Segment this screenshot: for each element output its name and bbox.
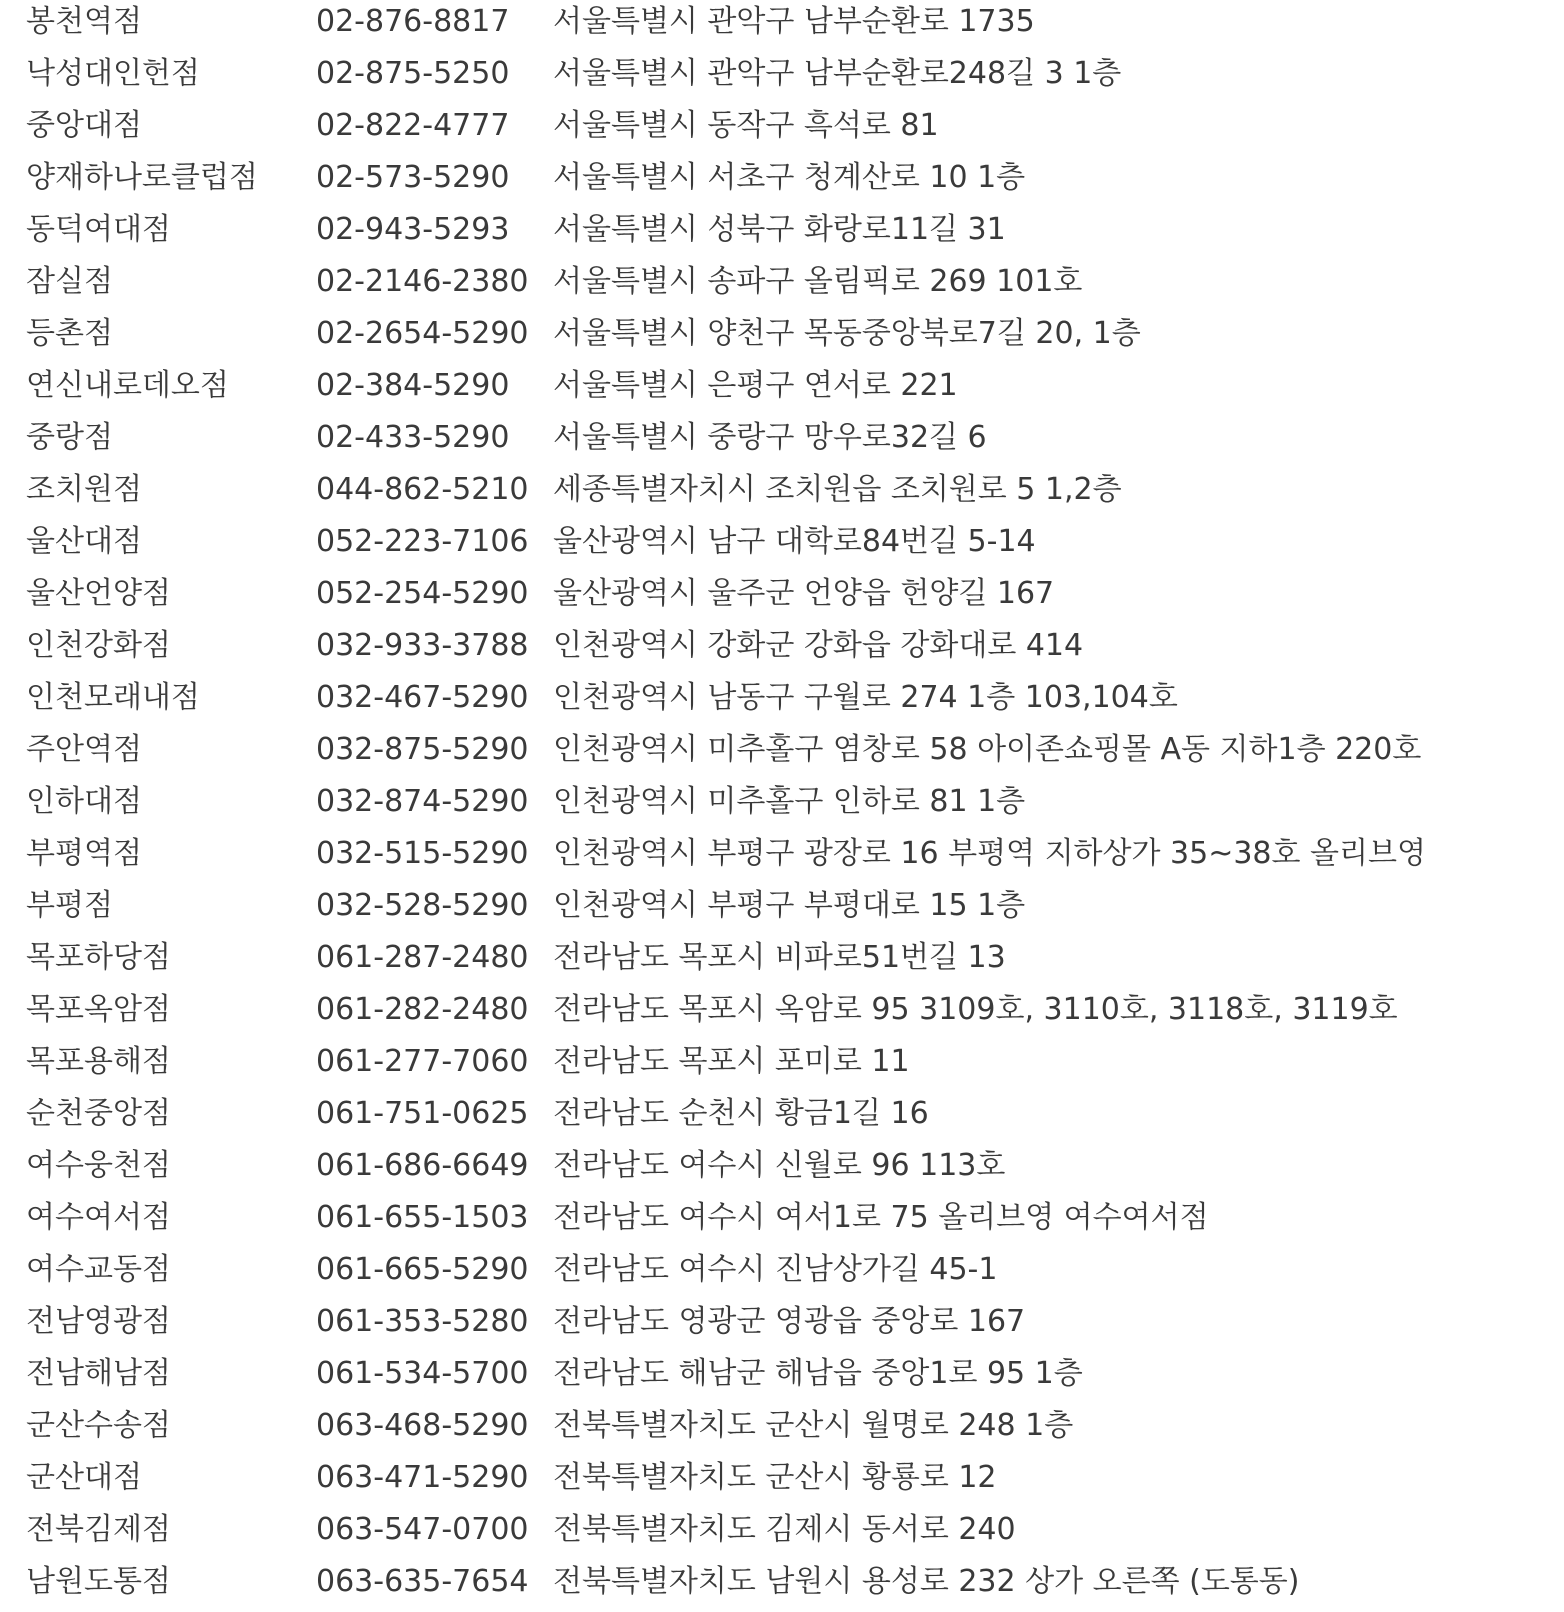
store-row <box>0 104 1564 156</box>
store-row <box>0 780 1564 832</box>
store-address: 울산광역시 울주군 언양읍 헌양길 167 <box>553 576 1055 611</box>
store-address: 인천광역시 남동구 구월로 274 1층 103,104호 <box>553 680 1178 715</box>
store-address: 전라남도 여수시 신월로 96 113호 <box>553 1148 1006 1183</box>
store-name: 중앙대점 <box>26 108 142 143</box>
store-phone: 052-223-7106 <box>316 524 529 559</box>
store-row <box>0 364 1564 416</box>
store-phone: 032-933-3788 <box>316 628 529 663</box>
store-name: 전북김제점 <box>26 1512 171 1547</box>
store-phone: 061-287-2480 <box>316 940 529 975</box>
store-address: 서울특별시 양천구 목동중앙북로7길 20, 1층 <box>553 316 1141 351</box>
store-address: 전라남도 목포시 포미로 11 <box>553 1044 910 1079</box>
store-row <box>0 1144 1564 1196</box>
store-address: 전북특별자치도 군산시 황룡로 12 <box>553 1460 997 1495</box>
store-name: 등촌점 <box>26 316 113 351</box>
store-phone: 061-353-5280 <box>316 1304 529 1339</box>
store-name: 순천중앙점 <box>26 1096 171 1131</box>
store-address: 전라남도 해남군 해남읍 중앙1로 95 1층 <box>553 1356 1083 1391</box>
store-name: 목포하당점 <box>26 940 171 975</box>
store-name: 부평역점 <box>26 836 142 871</box>
store-phone: 02-876-8817 <box>316 4 510 39</box>
store-phone: 061-534-5700 <box>316 1356 529 1391</box>
store-phone: 063-635-7654 <box>316 1564 529 1599</box>
store-phone: 063-547-0700 <box>316 1512 529 1547</box>
store-phone: 02-433-5290 <box>316 420 510 455</box>
store-row <box>0 520 1564 572</box>
store-phone: 052-254-5290 <box>316 576 529 611</box>
store-name: 연신내로데오점 <box>26 368 229 403</box>
store-address: 전라남도 여수시 여서1로 75 올리브영 여수여서점 <box>553 1200 1209 1235</box>
store-phone: 061-751-0625 <box>316 1096 529 1131</box>
store-phone: 061-686-6649 <box>316 1148 529 1183</box>
store-address: 서울특별시 동작구 흑석로 81 <box>553 108 939 143</box>
store-address: 전라남도 목포시 비파로51번길 13 <box>553 940 1006 975</box>
store-phone: 032-874-5290 <box>316 784 529 819</box>
store-address: 인천광역시 부평구 부평대로 15 1층 <box>553 888 1026 923</box>
store-address: 서울특별시 은평구 연서로 221 <box>553 368 958 403</box>
store-name: 군산대점 <box>26 1460 142 1495</box>
store-row <box>0 624 1564 676</box>
store-address: 전북특별자치도 남원시 용성로 232 상가 오른쪽 (도통동) <box>553 1564 1300 1599</box>
store-name: 인천강화점 <box>26 628 171 663</box>
store-row <box>0 208 1564 260</box>
store-name: 여수교동점 <box>26 1252 171 1287</box>
store-phone: 061-282-2480 <box>316 992 529 1027</box>
store-phone: 02-384-5290 <box>316 368 510 403</box>
store-address: 전라남도 여수시 진남상가길 45-1 <box>553 1252 998 1287</box>
store-row <box>0 1300 1564 1352</box>
store-name: 남원도통점 <box>26 1564 171 1599</box>
store-name: 낙성대인헌점 <box>26 56 200 91</box>
store-name: 중랑점 <box>26 420 113 455</box>
store-row <box>0 52 1564 104</box>
store-address: 서울특별시 중랑구 망우로32길 6 <box>553 420 987 455</box>
store-phone: 02-2654-5290 <box>316 316 529 351</box>
store-address: 서울특별시 관악구 남부순환로 1735 <box>553 4 1035 39</box>
store-address: 전북특별자치도 김제시 동서로 240 <box>553 1512 1016 1547</box>
store-name: 울산언양점 <box>26 576 171 611</box>
store-row <box>0 260 1564 312</box>
store-address: 서울특별시 송파구 올림픽로 269 101호 <box>553 264 1083 299</box>
store-address: 인천광역시 강화군 강화읍 강화대로 414 <box>553 628 1084 663</box>
store-phone: 061-665-5290 <box>316 1252 529 1287</box>
store-name: 봉천역점 <box>26 4 142 39</box>
store-name: 조치원점 <box>26 472 142 507</box>
store-phone: 02-875-5250 <box>316 56 510 91</box>
store-name: 잠실점 <box>26 264 113 299</box>
store-address: 인천광역시 부평구 광장로 16 부평역 지하상가 35~38호 올리브영 <box>553 836 1426 871</box>
store-name: 부평점 <box>26 888 113 923</box>
store-row <box>0 1560 1564 1612</box>
store-row <box>0 1508 1564 1560</box>
store-row <box>0 416 1564 468</box>
store-row <box>0 1092 1564 1144</box>
store-phone: 063-468-5290 <box>316 1408 529 1443</box>
store-address: 울산광역시 남구 대학로84번길 5-14 <box>553 524 1036 559</box>
store-phone: 02-2146-2380 <box>316 264 529 299</box>
store-phone: 02-943-5293 <box>316 212 510 247</box>
store-phone: 063-471-5290 <box>316 1460 529 1495</box>
store-row <box>0 1456 1564 1508</box>
store-row <box>0 1040 1564 1092</box>
store-name: 여수웅천점 <box>26 1148 171 1183</box>
store-phone: 061-655-1503 <box>316 1200 529 1235</box>
store-row <box>0 572 1564 624</box>
store-phone: 061-277-7060 <box>316 1044 529 1079</box>
store-name: 인천모래내점 <box>26 680 200 715</box>
store-name: 전남영광점 <box>26 1304 171 1339</box>
store-row <box>0 936 1564 988</box>
store-address: 세종특별자치시 조치원읍 조치원로 5 1,2층 <box>553 472 1122 507</box>
store-row <box>0 1248 1564 1300</box>
store-row <box>0 988 1564 1040</box>
store-name: 동덕여대점 <box>26 212 171 247</box>
store-phone: 02-822-4777 <box>316 108 510 143</box>
store-name: 목포용해점 <box>26 1044 171 1079</box>
store-address: 전라남도 순천시 황금1길 16 <box>553 1096 929 1131</box>
store-phone: 032-515-5290 <box>316 836 529 871</box>
store-row <box>0 884 1564 936</box>
store-phone: 02-573-5290 <box>316 160 510 195</box>
store-name: 군산수송점 <box>26 1408 171 1443</box>
store-row <box>0 728 1564 780</box>
store-address: 서울특별시 관악구 남부순환로248길 3 1층 <box>553 56 1122 91</box>
store-name: 전남해남점 <box>26 1356 171 1391</box>
store-name: 목포옥암점 <box>26 992 171 1027</box>
store-address: 인천광역시 미추홀구 인하로 81 1층 <box>553 784 1026 819</box>
store-phone: 032-875-5290 <box>316 732 529 767</box>
store-address: 전라남도 목포시 옥암로 95 3109호, 3110호, 3118호, 3119호 <box>553 992 1398 1027</box>
store-row <box>0 312 1564 364</box>
store-phone: 044-862-5210 <box>316 472 529 507</box>
store-phone: 032-528-5290 <box>316 888 529 923</box>
store-row <box>0 1352 1564 1404</box>
store-name: 여수여서점 <box>26 1200 171 1235</box>
store-row <box>0 1196 1564 1248</box>
store-name: 인하대점 <box>26 784 142 819</box>
store-row <box>0 156 1564 208</box>
store-address: 서울특별시 서초구 청계산로 10 1층 <box>553 160 1026 195</box>
store-row <box>0 832 1564 884</box>
store-address: 전라남도 영광군 영광읍 중앙로 167 <box>553 1304 1026 1339</box>
store-address: 인천광역시 미추홀구 염창로 58 아이존쇼핑몰 A동 지하1층 220호 <box>553 732 1422 767</box>
store-address: 서울특별시 성북구 화랑로11길 31 <box>553 212 1006 247</box>
store-address: 전북특별자치도 군산시 월명로 248 1층 <box>553 1408 1074 1443</box>
store-row <box>0 468 1564 520</box>
store-row <box>0 0 1564 52</box>
store-row <box>0 676 1564 728</box>
store-row <box>0 1404 1564 1456</box>
store-phone: 032-467-5290 <box>316 680 529 715</box>
store-name: 주안역점 <box>26 732 142 767</box>
store-name: 양재하나로클럽점 <box>26 160 258 195</box>
store-name: 울산대점 <box>26 524 142 559</box>
